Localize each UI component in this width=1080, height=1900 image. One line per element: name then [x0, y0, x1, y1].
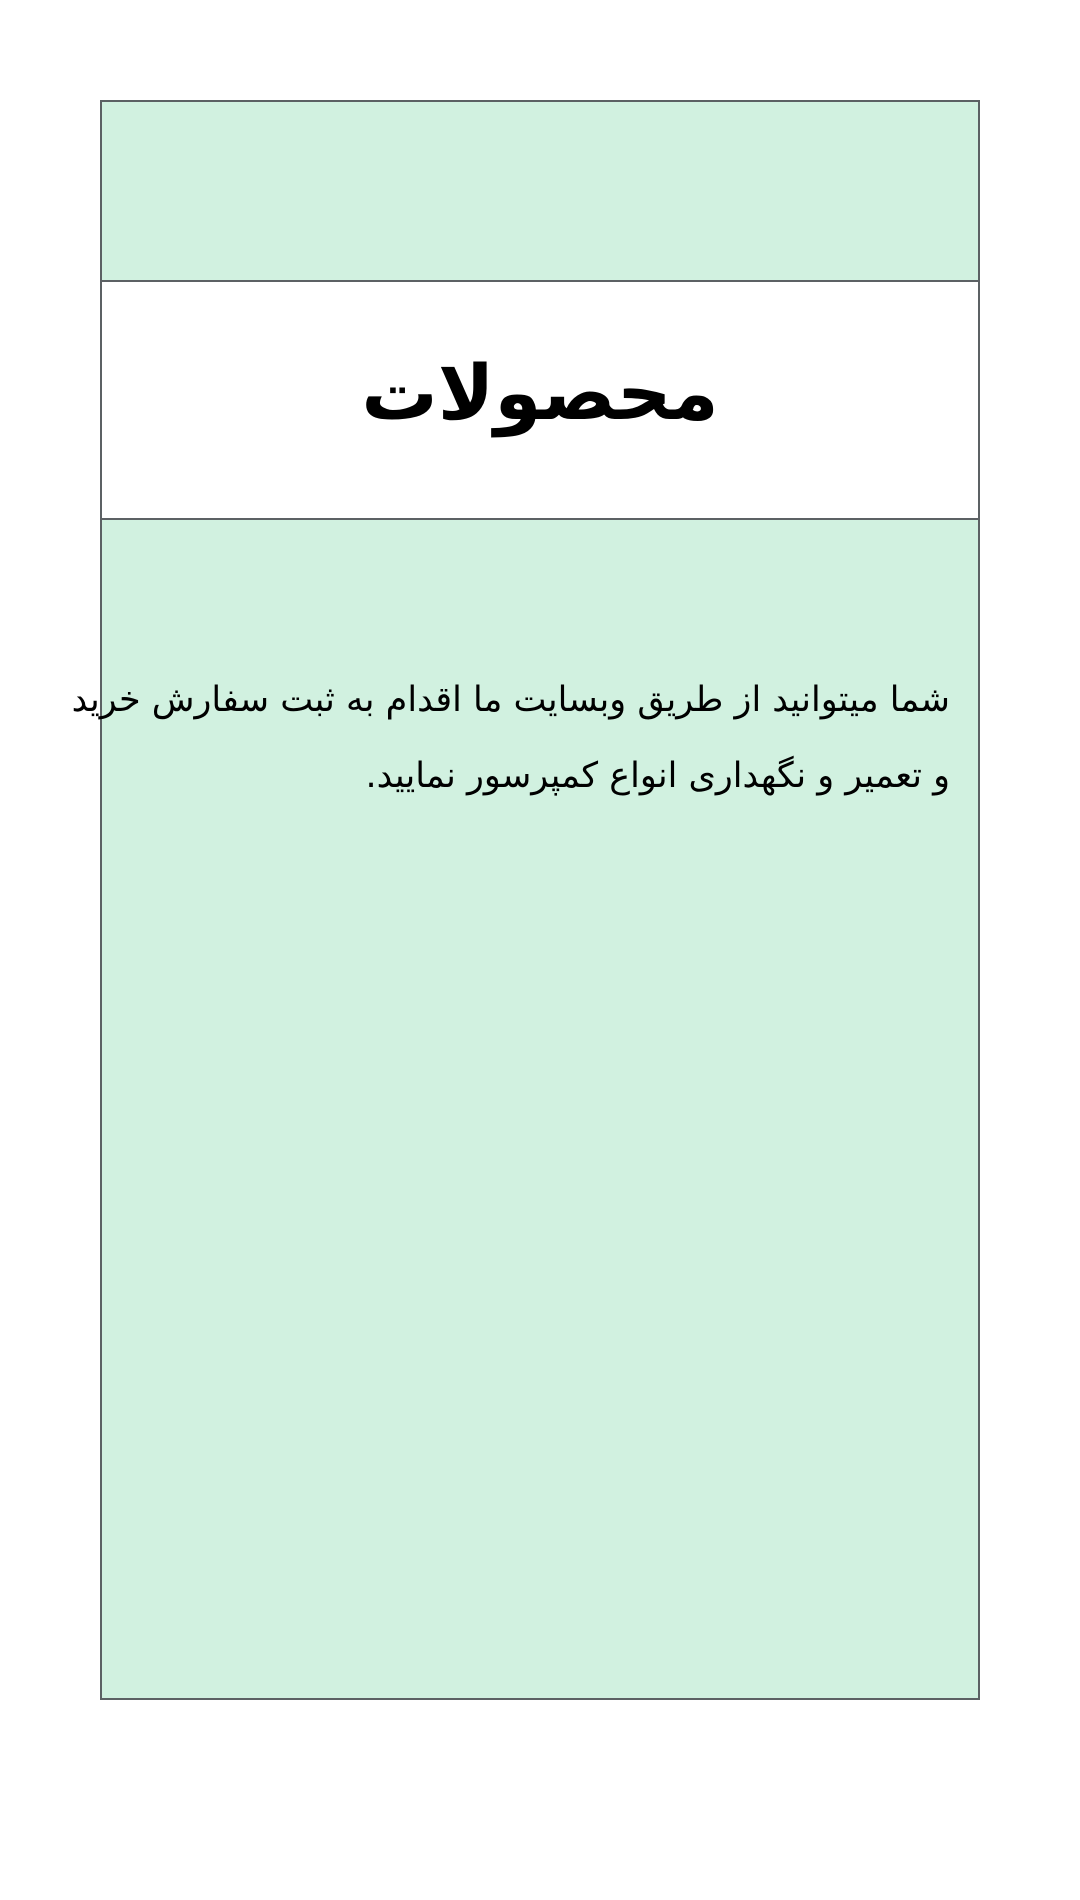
- content-panel: [71, 100, 980, 1700]
- description-text: [71, 662, 950, 814]
- description-section: [71, 520, 978, 1698]
- title-section: [102, 282, 978, 520]
- page-title: محصولات: [361, 347, 719, 437]
- description-line-2: و تعمیر و نگهداری انواع کمپرسور نمایید.: [365, 756, 950, 796]
- hero-banner: [102, 102, 978, 282]
- description-line-1: شما میتوانید از طریق وبسایت ما اقدام به ثبت سفارش خرید: [71, 680, 950, 720]
